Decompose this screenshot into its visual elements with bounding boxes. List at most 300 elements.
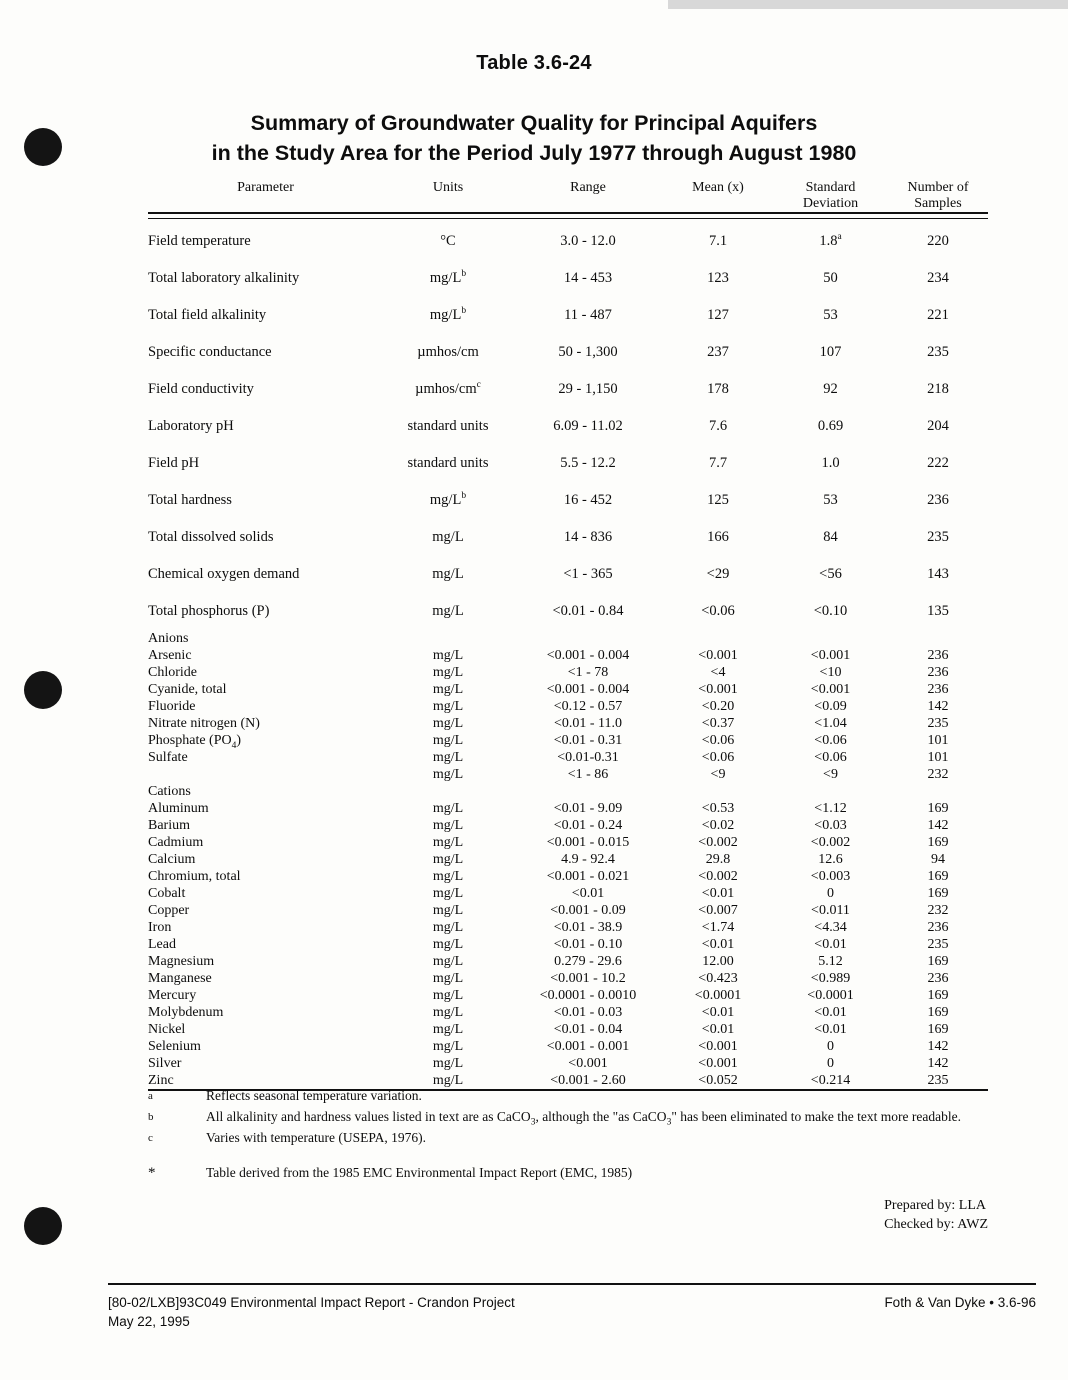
cell-standard-deviation: <0.001 <box>810 681 851 697</box>
cell-range: <0.001 <box>568 1055 608 1071</box>
cell-units: mg/L <box>432 834 464 850</box>
cell-range: 11 - 487 <box>564 307 612 323</box>
cell-mean: <0.423 <box>698 970 738 986</box>
cell-mean: <0.001 <box>698 647 738 663</box>
cell-mean: 178 <box>707 381 729 397</box>
table-anions-section <box>148 630 988 783</box>
cell-mean: <29 <box>706 566 730 582</box>
cell-parameter: Cadmium <box>148 834 204 850</box>
cell-number-of-samples: 169 <box>927 800 949 816</box>
cell-number-of-samples: 135 <box>927 603 949 619</box>
cell-parameter: Total field alkalinity <box>148 307 267 323</box>
header-sd-line1: Standard <box>805 180 856 195</box>
footnote-b-pre: All alkalinity and hardness values listed in text are as CaCO <box>206 1109 531 1124</box>
cell-standard-deviation: <0.001 <box>810 647 851 663</box>
table-row <box>148 556 988 593</box>
cell-units: mg/L <box>432 851 464 867</box>
cell-range: <0.001 - 0.015 <box>546 834 630 850</box>
cell-mean: 12.00 <box>702 953 734 969</box>
cell-units: mg/L <box>432 749 464 765</box>
cell-number-of-samples: 236 <box>927 919 949 935</box>
table-row <box>148 260 988 297</box>
table-row <box>148 868 988 885</box>
cell-mean: <0.01 <box>701 936 735 952</box>
cell-mean: <0.06 <box>701 603 735 619</box>
cell-empty <box>773 630 888 647</box>
cell-parameter: Arsenic <box>148 647 192 663</box>
punch-hole <box>24 1207 62 1245</box>
cell-number-of-samples: 142 <box>927 698 949 714</box>
cell-number-of-samples: 234 <box>927 270 949 286</box>
cell-mean: <0.06 <box>701 732 735 748</box>
table-main-section <box>148 223 988 630</box>
cell-units: mg/L <box>432 800 464 816</box>
cell-standard-deviation: <0.01 <box>814 1021 847 1037</box>
cell-parameter: Aluminum <box>148 800 209 816</box>
header-mean: Mean (x) <box>692 180 744 195</box>
cell-parameter: Total laboratory alkalinity <box>148 270 300 286</box>
cell-parameter: Chromium, total <box>148 868 241 884</box>
cell-parameter: Mercury <box>148 987 197 1003</box>
cell-range: 50 - 1,300 <box>558 344 618 360</box>
checked-by: Checked by: AWZ <box>884 1217 988 1232</box>
cell-parameter: Total dissolved solids <box>148 529 274 545</box>
cell-range: <0.01 <box>571 885 605 901</box>
cell-number-of-samples: 232 <box>927 766 949 782</box>
cell-standard-deviation: <1.04 <box>814 715 847 731</box>
cell-standard-deviation: 0.69 <box>817 418 844 434</box>
table-row <box>148 593 988 630</box>
cell-empty <box>888 783 988 800</box>
groundwater-quality-table <box>148 180 988 1095</box>
cell-number-of-samples: 169 <box>927 953 949 969</box>
cell-mean: <0.052 <box>698 1072 738 1088</box>
cell-parameter: Field pH <box>148 455 200 471</box>
header-n-line1: Number of <box>907 180 969 195</box>
cell-mean: <1.74 <box>701 919 735 935</box>
footnote-a-text: Reflects seasonal temperature variation. <box>206 1088 422 1103</box>
cell-mean: 237 <box>707 344 729 360</box>
page-title <box>0 108 1068 168</box>
cell-standard-deviation: <0.03 <box>814 817 847 833</box>
header-parameter: Parameter <box>237 180 294 195</box>
footnotes <box>148 1086 1000 1184</box>
cell-mean: <0.001 <box>698 1038 738 1054</box>
table-group-row <box>148 783 988 800</box>
cell-units: mg/L <box>432 681 464 697</box>
cell-units: $mg/L^b$ <box>429 306 467 323</box>
cell-mean: 7.7 <box>708 455 728 471</box>
cell-range: <0.0001 - 0.0010 <box>539 987 637 1003</box>
table-row <box>148 817 988 834</box>
footnote-star <box>148 1163 1000 1183</box>
cell-units: mg/L <box>432 817 464 833</box>
header-number-of-samples <box>888 180 988 213</box>
cell-number-of-samples: 94 <box>931 851 945 867</box>
cell-parameter: Magnesium <box>148 953 215 969</box>
table-row <box>148 749 988 766</box>
cell-range: <0.01 - 0.31 <box>553 732 623 748</box>
cell-standard-deviation: <0.01 <box>814 1004 847 1020</box>
cell-units: mg/L <box>432 902 464 918</box>
cell-range: 5.5 - 12.2 <box>560 455 616 471</box>
cell-units: mg/L <box>432 987 464 1003</box>
cell-mean: <9 <box>710 766 726 782</box>
cell-number-of-samples: 101 <box>927 749 949 765</box>
cell-standard-deviation: 84 <box>823 529 838 545</box>
cell-standard-deviation: <0.09 <box>814 698 847 714</box>
table-row <box>148 834 988 851</box>
cell-standard-deviation: <0.003 <box>810 868 851 884</box>
cell-number-of-samples: 204 <box>927 418 949 434</box>
cell-mean: 7.1 <box>708 233 728 249</box>
cell-range: <0.001 - 0.021 <box>546 868 630 884</box>
cell-parameter: Molybdenum <box>148 1004 224 1020</box>
cell-standard-deviation: <9 <box>823 766 838 782</box>
cell-parameter: Manganese <box>148 970 212 986</box>
footer-date: May 22, 1995 <box>108 1314 190 1329</box>
cell-parameter: Nickel <box>148 1021 186 1037</box>
footnote-b-post: " has been eliminated to make the text more readable. <box>671 1109 961 1124</box>
cell-parameter: Total phosphorus (P) <box>148 603 270 619</box>
cell-empty <box>513 630 663 647</box>
cell-number-of-samples: 235 <box>927 1072 949 1088</box>
footnote-a-mark: a <box>148 1090 153 1102</box>
footer-rule <box>108 1283 1036 1285</box>
cell-mean: 166 <box>707 529 729 545</box>
cell-standard-deviation: 92 <box>823 381 838 397</box>
table-row <box>148 953 988 970</box>
cell-number-of-samples: 143 <box>927 566 949 582</box>
cell-units: mg/L <box>432 1072 464 1088</box>
table-row <box>148 445 988 482</box>
data-table-wrapper <box>148 180 988 1095</box>
table-number: Table 3.6-24 <box>476 52 592 74</box>
footnote-c-mark: c <box>148 1132 153 1144</box>
cell-range: 14 - 836 <box>563 529 613 545</box>
cell-number-of-samples: 221 <box>927 307 949 323</box>
cell-number-of-samples: 220 <box>927 233 949 249</box>
cell-units: °C <box>440 233 456 249</box>
cell-mean: <0.01 <box>701 1021 735 1037</box>
cell-parameter: Cobalt <box>148 885 186 901</box>
cell-units: µmhos/cm <box>417 344 479 360</box>
cell-range: <0.001 - 0.004 <box>546 681 630 697</box>
cell-units: $mg/L^b$ <box>429 491 467 508</box>
table-row <box>148 970 988 987</box>
table-row <box>148 1038 988 1055</box>
cell-mean: <0.01 <box>701 885 735 901</box>
cell-standard-deviation: <0.06 <box>814 732 847 748</box>
cell-parameter: Copper <box>148 902 190 918</box>
cell-standard-deviation: 0 <box>827 885 834 901</box>
cell-parameter: Iron <box>148 919 172 935</box>
cell-empty <box>663 630 773 647</box>
cell-standard-deviation: <56 <box>819 566 842 582</box>
cell-mean: <0.001 <box>698 1055 738 1071</box>
cell-parameter: Zinc <box>148 1072 174 1088</box>
footnote-c-text: Varies with temperature (USEPA, 1976). <box>206 1130 426 1145</box>
cell-units: mg/L <box>432 1038 464 1054</box>
cell-mean: <4 <box>710 664 726 680</box>
table-row <box>148 664 988 681</box>
cell-range: <0.01 - 38.9 <box>553 919 623 935</box>
cell-mean: <0.02 <box>701 817 735 833</box>
cell-number-of-samples: 236 <box>927 664 949 680</box>
cell-range: <1 - 78 <box>567 664 609 680</box>
cell-mean: 127 <box>707 307 729 323</box>
cell-range: <0.01 - 11.0 <box>553 715 623 731</box>
cell-units: mg/L <box>432 647 464 663</box>
cell-standard-deviation: <0.01 <box>814 936 847 952</box>
cell-parameter: Phosphate $(PO_4)$ <box>148 732 242 751</box>
cell-standard-deviation: 5.12 <box>818 953 843 969</box>
cell-units: $mg/L^b$ <box>429 269 467 286</box>
cell-range: <0.01 - 0.04 <box>553 1021 623 1037</box>
cell-units: mg/L <box>432 919 464 935</box>
cell-number-of-samples: 235 <box>927 936 949 952</box>
cell-standard-deviation: <0.0001 <box>807 987 854 1003</box>
prepared-by: Prepared by: LLA <box>884 1198 986 1213</box>
cell-units: µmhos/$cm^c$ <box>415 380 481 397</box>
cell-parameter: Nitrate nitrogen (N) <box>148 715 260 731</box>
cell-standard-deviation: 1.0 <box>821 455 840 471</box>
cell-standard-deviation: <0.06 <box>814 749 847 765</box>
cell-standard-deviation: 0 <box>827 1055 834 1071</box>
cell-mean: 123 <box>707 270 729 286</box>
cell-parameter: Total hardness <box>148 492 232 508</box>
table-row <box>148 902 988 919</box>
cell-number-of-samples: 232 <box>927 902 949 918</box>
table-header-row <box>148 180 988 213</box>
footnote-b-text: All alkalinity and hardness values listed in text are as CaCO$_3$, although the "as CaCO$_3$" has been eliminated to make the text more readable. <box>206 1109 961 1128</box>
table-row <box>148 919 988 936</box>
cell-range: <0.001 - 0.001 <box>546 1038 630 1054</box>
cell-parameter: Cyanide, total <box>148 681 227 697</box>
cell-range: <0.001 - 0.09 <box>550 902 626 918</box>
cell-standard-deviation: 50 <box>823 270 838 286</box>
cell-units: mg/L <box>432 715 464 731</box>
table-row <box>148 482 988 519</box>
cell-number-of-samples: 169 <box>927 1021 949 1037</box>
table-cations-section <box>148 783 988 1090</box>
cell-units: standard units <box>407 455 489 471</box>
cell-number-of-samples: 142 <box>927 1038 949 1054</box>
cell-range: <1 - 86 <box>567 766 609 782</box>
table-row <box>148 681 988 698</box>
table-row <box>148 334 988 371</box>
footnote-spacer <box>148 1149 1000 1163</box>
header-standard-deviation <box>773 180 888 213</box>
title-line-2: in the Study Area for the Period July 1977 through August 1980 <box>211 141 857 165</box>
cell-mean: 125 <box>707 492 729 508</box>
cell-units: mg/L <box>432 1055 464 1071</box>
cell-mean: 29.8 <box>705 851 731 867</box>
cell-parameter: Silver <box>148 1055 182 1071</box>
punch-hole <box>24 671 62 709</box>
footer-doc-id: [80-02/LXB]93C049 Environmental Impact Report - Crandon Project <box>108 1295 515 1310</box>
cell-mean: <0.007 <box>698 902 738 918</box>
cell-number-of-samples: 169 <box>927 885 949 901</box>
cell-number-of-samples: 142 <box>927 1055 949 1071</box>
footnote-b-mark: b <box>148 1111 154 1123</box>
cell-standard-deviation: <4.34 <box>814 919 847 935</box>
cell-number-of-samples: 101 <box>927 732 949 748</box>
cell-standard-deviation: 53 <box>823 307 838 323</box>
cell-empty <box>773 783 888 800</box>
footnote-star-mark: * <box>148 1165 156 1181</box>
cell-mean: <0.53 <box>701 800 735 816</box>
cell-parameter: Fluoride <box>148 698 196 714</box>
table-row <box>148 987 988 1004</box>
footnote-star-text: Table derived from the 1985 EMC Environmental Impact Report (EMC, 1985) <box>206 1165 633 1180</box>
table-row <box>148 698 988 715</box>
cell-units: mg/L <box>432 885 464 901</box>
cell-parameter: Field conductivity <box>148 381 254 397</box>
table-row <box>148 851 988 868</box>
cell-number-of-samples: 235 <box>927 529 949 545</box>
cell-range: 6.09 - 11.02 <box>553 418 623 434</box>
header-n-line2: Samples <box>914 196 962 211</box>
cell-parameter: Selenium <box>148 1038 201 1054</box>
table-row <box>148 732 988 749</box>
cell-units: mg/L <box>432 698 464 714</box>
cell-units: mg/L <box>432 1004 464 1020</box>
cell-standard-deviation: <0.011 <box>811 902 850 918</box>
cell-number-of-samples: 236 <box>927 970 949 986</box>
cell-units: mg/L <box>432 936 464 952</box>
cell-range: 0.279 - 29.6 <box>554 953 622 969</box>
cell-standard-deviation: <0.989 <box>810 970 851 986</box>
cell-empty <box>513 783 663 800</box>
cell-units: mg/L <box>432 732 464 748</box>
cell-mean: <0.0001 <box>694 987 742 1003</box>
cell-mean: 7.6 <box>708 418 728 434</box>
table-row <box>148 885 988 902</box>
cell-units: mg/L <box>432 1021 464 1037</box>
cell-empty <box>383 783 513 800</box>
cell-units: mg/L <box>432 970 464 986</box>
table-group-row <box>148 630 988 647</box>
cell-number-of-samples: 222 <box>927 455 949 471</box>
cell-parameter: Sulfate <box>148 749 188 765</box>
cell-standard-deviation: <0.10 <box>813 603 848 619</box>
table-row <box>148 1004 988 1021</box>
cell-range: <0.001 - 0.004 <box>546 647 630 663</box>
table-row <box>148 766 988 783</box>
cell-mean: <0.37 <box>701 715 735 731</box>
cell-mean: <0.002 <box>698 868 738 884</box>
header-range: Range <box>570 180 606 195</box>
cell-standard-deviation: 1.8$^a$ <box>819 232 842 249</box>
cell-range: <0.01 - 0.10 <box>553 936 623 952</box>
cell-standard-deviation: <1.12 <box>814 800 847 816</box>
cell-parameter: Field temperature <box>148 233 251 249</box>
cell-range: 29 - 1,150 <box>558 381 618 397</box>
cell-standard-deviation: <0.002 <box>810 834 851 850</box>
cell-range: 4.9 - 92.4 <box>561 851 615 867</box>
cell-range: 16 - 452 <box>563 492 613 508</box>
cell-standard-deviation: <0.214 <box>810 1072 851 1088</box>
cell-parameter: Lead <box>148 936 176 952</box>
cell-parameter <box>148 766 383 783</box>
table-row <box>148 800 988 817</box>
footer-right: Foth & Van Dyke • 3.6-96 <box>884 1295 1036 1310</box>
cell-parameter: Laboratory pH <box>148 418 234 434</box>
cell-units: standard units <box>407 418 489 434</box>
cell-number-of-samples: 235 <box>927 344 949 360</box>
cell-number-of-samples: 142 <box>927 817 949 833</box>
header-sd-line2: Deviation <box>802 196 859 211</box>
cell-number-of-samples: 169 <box>927 868 949 884</box>
table-row <box>148 223 988 260</box>
cell-number-of-samples: 236 <box>927 647 949 663</box>
cell-units: mg/L <box>432 868 464 884</box>
cell-standard-deviation: 107 <box>819 344 842 360</box>
cell-parameter: Barium <box>148 817 190 833</box>
cell-empty <box>888 630 988 647</box>
cell-parameter: Chloride <box>148 664 197 680</box>
cell-range: <0.01-0.31 <box>557 749 619 765</box>
cell-parameter: Chemical oxygen demand <box>148 566 300 582</box>
group-label-cations: Cations <box>148 783 191 799</box>
table-row <box>148 408 988 445</box>
cell-range: <0.001 - 10.2 <box>550 970 626 986</box>
cell-units: mg/L <box>432 603 464 619</box>
footnote-b <box>148 1107 1000 1127</box>
cell-units: mg/L <box>432 953 464 969</box>
footer-left <box>108 1293 515 1331</box>
cell-units: mg/L <box>432 529 464 545</box>
cell-range: 3.0 - 12.0 <box>560 233 616 249</box>
page-footer <box>108 1293 1036 1331</box>
table-row <box>148 647 988 664</box>
table-row <box>148 1055 988 1072</box>
cell-units: mg/L <box>432 766 464 782</box>
table-row <box>148 519 988 556</box>
cell-standard-deviation: <10 <box>819 664 842 680</box>
cell-mean: <0.001 <box>698 681 738 697</box>
cell-range: <0.001 - 2.60 <box>550 1072 626 1088</box>
cell-number-of-samples: 169 <box>927 834 949 850</box>
cell-standard-deviation: 0 <box>827 1038 834 1054</box>
cell-units: mg/L <box>432 566 464 582</box>
cell-range: <0.12 - 0.57 <box>553 698 623 714</box>
table-row <box>148 297 988 334</box>
cell-mean: <0.20 <box>701 698 735 714</box>
cell-range: <0.01 - 9.09 <box>553 800 623 816</box>
cell-parameter: Calcium <box>148 851 196 867</box>
header-units: Units <box>432 180 464 195</box>
footnote-a <box>148 1086 1000 1106</box>
cell-units: mg/L <box>432 664 464 680</box>
cell-mean: <0.002 <box>698 834 738 850</box>
signoff-block <box>884 1196 988 1234</box>
table-row <box>148 371 988 408</box>
cell-empty <box>663 783 773 800</box>
cell-range: <1 - 365 <box>563 566 613 582</box>
cell-parameter: Specific conductance <box>148 344 272 360</box>
cell-mean: <0.06 <box>701 749 735 765</box>
cell-number-of-samples: 218 <box>927 381 949 397</box>
cell-number-of-samples: 235 <box>927 715 949 731</box>
cell-number-of-samples: 236 <box>927 492 949 508</box>
table-row <box>148 936 988 953</box>
table-row <box>148 715 988 732</box>
cell-standard-deviation: 53 <box>823 492 838 508</box>
cell-empty <box>383 630 513 647</box>
cell-range: 14 - 453 <box>563 270 613 286</box>
